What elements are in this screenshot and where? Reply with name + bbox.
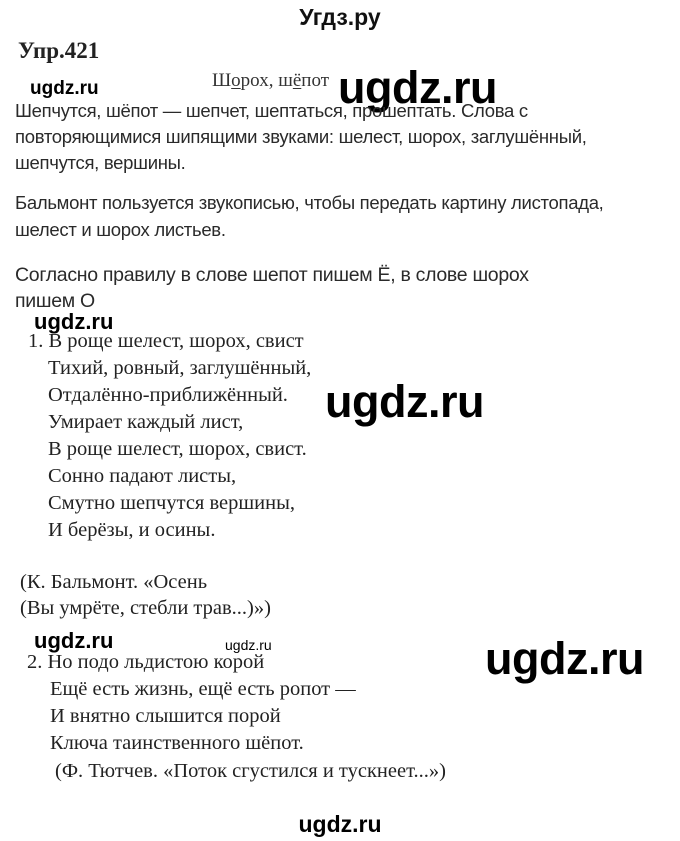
subtitle-part: Ш	[212, 70, 232, 91]
paragraph-line: Шепчутся, шёпот — шепчет, шептаться, прошептать. Слова с	[15, 100, 528, 121]
watermark: ugdz.ru	[298, 811, 382, 837]
watermark: ugdz.ru	[34, 628, 114, 653]
poem-line: 1. В роще шелест, шорох, свист	[28, 330, 304, 352]
poem-line: Смутно шепчутся вершины,	[48, 492, 296, 514]
watermark: ugdz.ru	[485, 633, 644, 684]
poem-line: И берёзы, и осины.	[48, 519, 216, 541]
watermark: ugdz.ru	[225, 637, 272, 653]
poem-source: (Ф. Тютчев. «Поток сгустился и тускнеет...»)	[55, 760, 446, 782]
poem-line: Тихий, ровный, заглушённый,	[48, 357, 312, 379]
paragraph-line: Бальмонт пользуется звукописью, чтобы передать картину листопада,	[15, 192, 604, 213]
poem-source: (К. Бальмонт. «Осень	[20, 571, 208, 593]
subtitle-part: рох, ш	[240, 70, 293, 91]
poem-line: Ключа таинственного шёпот.	[50, 732, 304, 754]
watermark: ugdz.ru	[34, 309, 114, 334]
poem-line: В роще шелест, шорох, свист.	[48, 438, 307, 460]
watermark: ugdz.ru	[30, 78, 99, 99]
poem-source: (Вы умрёте, стебли трав...)»)	[20, 597, 271, 619]
poem-line: Сонно падают листы,	[48, 465, 237, 487]
paragraph-line: шепчутся, вершины.	[15, 152, 186, 173]
subtitle-part: пот	[301, 70, 330, 91]
poem-line: Отдалённо-приближённый.	[48, 384, 288, 406]
poem-line: Умирает каждый лист,	[48, 411, 244, 433]
watermark: ugdz.ru	[325, 376, 484, 427]
subtitle	[212, 70, 329, 92]
poem-line: И внятно слышится порой	[50, 705, 281, 727]
subtitle-underlined-letter: о	[231, 70, 241, 91]
site-title: Угдз.ру	[299, 4, 381, 30]
subtitle-underlined-letter: ё	[292, 70, 302, 91]
watermark: ugdz.ru	[338, 62, 497, 113]
paragraph-line: Согласно правилу в слове шепот пишем Ё, в слове шорох	[15, 264, 529, 286]
poem-line: Ещё есть жизнь, ещё есть ропот —	[50, 678, 356, 700]
paragraph-line: повторяющимися шипящими звуками: шелест, шорох, заглушённый,	[15, 126, 587, 147]
poem-line: 2. Но подо льдистою корой	[27, 651, 265, 673]
exercise-title: Упр.421	[18, 38, 100, 63]
paragraph-line: пишем О	[15, 290, 95, 312]
paragraph-line: шелест и шорох листьев.	[15, 219, 226, 240]
